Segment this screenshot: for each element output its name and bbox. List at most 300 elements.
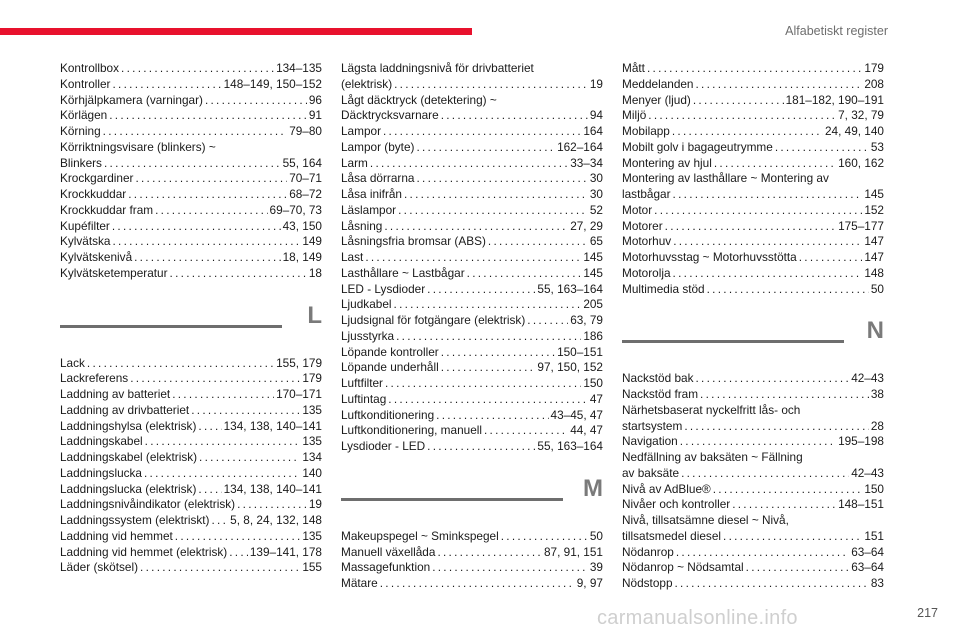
index-term: Laddningskabel (elektrisk) (60, 450, 198, 464)
letter-section-header (60, 301, 322, 352)
index-page-refs: 152 (864, 202, 884, 217)
index-entry (622, 266, 884, 282)
letter-section-header (622, 317, 884, 367)
index-page-refs: 148–149, 150–152 (223, 76, 322, 91)
dot-leader (432, 560, 588, 576)
index-term: Menyer (ljud) (622, 92, 691, 107)
index-page-refs: 205 (583, 297, 603, 312)
index-list (341, 529, 603, 592)
index-entry (60, 266, 322, 282)
index-term: Låsning (341, 218, 383, 233)
dot-leader (398, 203, 588, 219)
index-term: Laddning vid hemmet (elektrisk) (60, 544, 228, 559)
index-page-refs: 147 (864, 234, 884, 249)
index-page-refs: 50 (870, 281, 884, 296)
index-entry (60, 234, 322, 250)
dot-leader (155, 203, 267, 219)
dot-leader (680, 434, 836, 450)
index-entry (60, 403, 322, 419)
index-term: Ljusstyrka (341, 328, 395, 343)
dot-leader (501, 529, 588, 545)
index-page-refs: 175–177 (838, 218, 884, 233)
index-column-1 (60, 61, 322, 576)
index-entry (60, 529, 322, 545)
dot-leader (799, 250, 863, 266)
index-entry (341, 203, 603, 219)
index-entry (341, 576, 603, 592)
index-page-refs: 148–151 (838, 497, 884, 512)
index-term: Nödanrop (622, 544, 674, 559)
index-term: Laddning vid hemmet (60, 528, 173, 543)
index-term: Ljudsignal för fotgängare (elektrisk) (341, 313, 526, 327)
index-page-refs: 135 (302, 434, 322, 449)
dot-leader (488, 234, 588, 250)
index-page-refs: 91 (308, 108, 322, 123)
index-entry (622, 203, 884, 219)
index-term: Låsningsfria bromsar (ABS) (341, 234, 486, 249)
index-term: Laddningslucka (60, 465, 142, 480)
dot-leader (441, 108, 588, 124)
section-letter: L (307, 301, 322, 329)
dot-leader (383, 124, 581, 140)
index-term: Multimedia stöd (622, 281, 705, 296)
index-page-refs: 134–135 (276, 61, 322, 75)
dot-leader (394, 297, 582, 313)
index-entry (341, 266, 603, 282)
index-page-refs: 63–64 (851, 560, 884, 575)
index-page-refs: 149 (302, 234, 322, 249)
page-number: 217 (917, 606, 938, 620)
index-term: Lysdioder - LED (341, 439, 426, 453)
dot-leader (145, 434, 301, 450)
index-page-refs: 181–182, 190–191 (785, 92, 884, 107)
index-page-refs: 38 (870, 387, 884, 401)
dot-leader (416, 171, 587, 187)
index-page-refs: 28 (870, 418, 884, 433)
index-entry (60, 513, 322, 529)
index-page-refs: 70–71 (289, 171, 322, 186)
index-page-refs: 150–151 (557, 344, 603, 359)
index-entry (341, 171, 603, 187)
dot-leader (404, 187, 588, 203)
index-term: Kylvätskenivå (60, 250, 133, 264)
index-term: Motorer (622, 218, 663, 233)
index-page-refs: 65 (589, 234, 603, 249)
index-page-refs: 179 (864, 61, 884, 75)
index-entry (341, 392, 603, 408)
index-entry (622, 576, 884, 592)
index-term: Laddningsnivåindikator (elektrisk) (60, 497, 236, 512)
index-page-refs: 47 (589, 391, 603, 406)
dot-leader (723, 529, 862, 545)
dot-leader (384, 219, 568, 235)
index-entry-continued: Närhetsbaserat nyckelfritt lås- och (622, 402, 801, 417)
index-page-refs: 148 (864, 265, 884, 280)
dot-leader (199, 450, 300, 466)
index-entry (341, 219, 603, 235)
index-entry (60, 124, 322, 140)
dot-leader (775, 140, 869, 156)
dot-leader (676, 545, 849, 561)
index-term: Kontroller (60, 76, 111, 91)
dot-leader (396, 329, 581, 345)
index-entry (341, 560, 603, 576)
index-term: Last (341, 250, 364, 264)
dot-leader (427, 439, 535, 455)
index-page-refs: 170–171 (276, 387, 322, 401)
index-entry (341, 345, 603, 361)
index-entry (341, 439, 603, 455)
index-term: Kontrollbox (60, 61, 120, 75)
dot-leader (109, 108, 307, 124)
index-page-refs: 83 (870, 576, 884, 590)
index-entry (622, 61, 884, 77)
index-term: Mobilt golv i bagageutrymme (622, 139, 773, 154)
index-page-refs: 18 (308, 265, 322, 280)
index-page-refs: 63–64 (851, 544, 884, 559)
index-term: Kylvätska (60, 234, 111, 249)
index-page-refs: 43–45, 47 (550, 407, 603, 422)
index-term: Körlägen (60, 108, 108, 123)
index-page-refs: 134, 138, 140–141 (223, 481, 322, 496)
index-entry (341, 124, 603, 140)
index-term: Laddningskabel (60, 434, 143, 449)
index-term: Läder (skötsel) (60, 560, 139, 575)
index-page-refs: 150 (864, 481, 884, 496)
index-entry (622, 282, 884, 298)
dot-leader (380, 576, 575, 592)
dot-leader (700, 387, 869, 403)
index-term: Miljö (622, 108, 647, 123)
watermark: carmanualsonline.info (597, 607, 798, 629)
dot-leader (140, 560, 300, 576)
index-term: Nackstöd fram (622, 387, 699, 401)
dot-leader (527, 313, 568, 329)
index-page-refs: 69–70, 73 (269, 202, 322, 217)
index-page-refs: 164 (583, 124, 603, 138)
index-term: startsystem (622, 418, 683, 433)
index-entry-continued: Körriktningsvisare (blinkers) ~ (60, 139, 216, 154)
index-page-refs: 160, 162 (838, 155, 884, 170)
index-list (60, 61, 322, 282)
index-term: Luftkonditionering, manuell (341, 423, 482, 438)
index-entry (341, 360, 603, 376)
index-entry (60, 356, 322, 372)
dot-leader (113, 77, 222, 93)
index-entry (622, 434, 884, 450)
index-page-refs: 195–198 (838, 434, 884, 449)
index-entry (341, 250, 603, 266)
index-entry (341, 529, 603, 545)
index-page-refs: 9, 97 (576, 576, 603, 590)
dot-leader (175, 529, 301, 545)
index-entry (341, 329, 603, 345)
index-term: Krockkuddar (60, 187, 127, 201)
index-entry (341, 376, 603, 392)
index-term: Blinkers (60, 155, 102, 170)
index-entry (622, 466, 884, 482)
index-entry (341, 297, 603, 313)
index-entry (341, 156, 603, 172)
index-term: Lackreferens (60, 371, 129, 386)
index-list (341, 61, 603, 455)
index-page-refs: 55, 163–164 (537, 439, 603, 453)
index-page-refs: 63, 79 (570, 313, 603, 327)
index-page-refs: 147 (864, 250, 884, 264)
index-page-refs: 53 (870, 139, 884, 154)
index-term: Nödanrop ~ Nödsamtal (622, 560, 744, 575)
index-entry (341, 234, 603, 250)
index-term: Mätare (341, 576, 378, 590)
dot-leader (416, 140, 555, 156)
index-page-refs: 27, 29 (570, 218, 603, 233)
index-page-refs: 7, 32, 79 (838, 108, 884, 123)
index-page-refs: 208 (864, 76, 884, 91)
index-term: (elektrisk) (341, 76, 393, 91)
index-list (60, 356, 322, 577)
index-term: Nödstopp (622, 576, 673, 590)
letter-section-header (341, 474, 603, 525)
index-page-refs: 134 (302, 450, 322, 464)
index-entry (622, 560, 884, 576)
index-term: Lasthållare ~ Lastbågar (341, 265, 465, 280)
index-entry (60, 482, 322, 498)
dot-leader (713, 482, 863, 498)
dot-leader (665, 219, 836, 235)
index-term: Körhjälpkamera (varningar) (60, 92, 203, 107)
dot-leader (441, 360, 536, 376)
dot-leader (211, 513, 228, 529)
index-page-refs: 30 (589, 171, 603, 186)
section-letter: N (866, 317, 884, 345)
dot-leader (135, 171, 287, 187)
dot-leader (87, 356, 274, 372)
index-entry-continued: Lägsta laddningsnivå för drivbatteriet (341, 61, 534, 75)
index-entry (622, 250, 884, 266)
index-entry (622, 108, 884, 124)
index-entry (60, 371, 322, 387)
index-page-refs: 145 (864, 187, 884, 201)
dot-leader (237, 497, 307, 513)
index-term: Nackstöd bak (622, 371, 694, 386)
index-page-refs: 42–43 (851, 371, 884, 386)
index-term: Luftkonditionering (341, 407, 435, 422)
index-entry (60, 156, 322, 172)
index-term: Låsa inifrån (341, 187, 402, 201)
index-entry (341, 313, 603, 329)
index-page-refs: 19 (308, 497, 322, 512)
index-entry (341, 545, 603, 561)
index-page-refs: 55, 163–164 (537, 281, 603, 296)
index-term: Laddningshylsa (elektrisk) (60, 418, 197, 433)
index-page-refs: 162–164 (557, 139, 603, 154)
index-entry-continued: Montering av lasthållare ~ Montering av (622, 171, 829, 186)
index-page-refs: 96 (308, 92, 322, 107)
index-entry (622, 419, 884, 435)
dot-leader (198, 482, 221, 498)
index-term: Lack (60, 355, 85, 370)
index-term: Lampor (byte) (341, 139, 415, 154)
index-term: Lampor (341, 124, 381, 138)
dot-leader (681, 466, 849, 482)
dot-leader (746, 560, 850, 576)
index-entry (60, 108, 322, 124)
index-list (622, 61, 884, 297)
index-page-refs: 44, 47 (570, 423, 603, 438)
index-term: Körning (60, 124, 101, 138)
dot-leader (385, 376, 581, 392)
index-term: LED - Lysdioder (341, 281, 426, 296)
index-entry (341, 282, 603, 298)
index-page-refs: 24, 49, 140 (824, 124, 884, 138)
dot-leader (170, 266, 307, 282)
index-entry (622, 371, 884, 387)
index-page-refs: 140 (302, 465, 322, 480)
dot-leader (172, 387, 274, 403)
dot-leader (130, 371, 300, 387)
dot-leader (695, 371, 849, 387)
index-page-refs: 79–80 (289, 124, 322, 138)
index-entry (622, 529, 884, 545)
index-entry (60, 466, 322, 482)
index-term: Löpande kontroller (341, 344, 439, 359)
dot-leader (144, 466, 300, 482)
index-entry (341, 423, 603, 439)
index-term: Kylvätsketemperatur (60, 265, 168, 280)
index-entry (622, 234, 884, 250)
dot-leader (427, 282, 535, 298)
index-entry (341, 187, 603, 203)
index-entry (60, 434, 322, 450)
index-entry (60, 387, 322, 403)
index-page-refs: 42–43 (851, 465, 884, 480)
index-entry (622, 93, 884, 109)
index-term: Krockgardiner (60, 171, 134, 186)
index-page-refs: 55, 164 (282, 155, 322, 170)
index-term: Meddelanden (622, 76, 694, 91)
dot-leader (732, 497, 836, 513)
index-term: Motor (622, 202, 653, 217)
index-page-refs: 151 (864, 528, 884, 543)
dot-leader (672, 124, 823, 140)
index-entry-continued: Lågt däcktryck (detektering) ~ (341, 92, 497, 107)
index-entry (60, 171, 322, 187)
index-term: Luftfilter (341, 376, 383, 390)
index-term: av baksäte (622, 465, 680, 480)
index-term: Motorolja (622, 265, 671, 280)
index-column-3 (622, 61, 884, 592)
dot-leader (104, 156, 281, 172)
index-term: Ljudkabel (341, 297, 392, 312)
index-page-refs: 68–72 (289, 187, 322, 201)
index-term: Mått (622, 61, 645, 75)
index-term: Montering av hjul (622, 155, 712, 170)
dot-leader (128, 187, 287, 203)
index-entry (622, 387, 884, 403)
index-entry (341, 77, 603, 93)
dot-leader (647, 61, 862, 77)
index-list (622, 371, 884, 592)
index-page-refs: 94 (589, 108, 603, 123)
index-entry (60, 250, 322, 266)
index-term: tillsatsmedel diesel (622, 528, 722, 543)
index-term: Däcktrycksvarnare (341, 108, 439, 123)
index-entry (341, 108, 603, 124)
index-term: Manuell växellåda (341, 544, 436, 559)
dot-leader (370, 156, 568, 172)
dot-leader (467, 266, 582, 282)
dot-leader (673, 187, 863, 203)
index-entry (60, 560, 322, 576)
dot-leader (684, 419, 869, 435)
dot-leader (673, 266, 863, 282)
index-term: Låsa dörrarna (341, 171, 415, 186)
index-term: Mobilapp (622, 124, 670, 138)
index-entry (60, 187, 322, 203)
index-entry (60, 61, 322, 77)
index-term: Laddning av batteriet (60, 387, 171, 401)
dot-leader (714, 156, 836, 172)
dot-leader (441, 345, 555, 361)
index-page-refs: 179 (302, 371, 322, 386)
section-rule (622, 340, 844, 343)
index-entry (622, 187, 884, 203)
dot-leader (648, 108, 836, 124)
index-page-refs: 155, 179 (276, 355, 322, 370)
dot-leader (205, 93, 307, 109)
index-term: Löpande underhåll (341, 360, 439, 375)
index-term: Nivåer och kontroller (622, 497, 731, 512)
page-header-title: Alfabetiskt register (785, 24, 888, 38)
index-entry (60, 497, 322, 513)
index-page-refs: 50 (589, 528, 603, 543)
dot-leader (229, 545, 248, 561)
index-entry (60, 93, 322, 109)
index-term: Laddning av drivbatteriet (60, 402, 190, 417)
dot-leader (394, 77, 588, 93)
index-entry (341, 140, 603, 156)
dot-leader (365, 250, 581, 266)
index-entry (622, 156, 884, 172)
dot-leader (484, 423, 568, 439)
index-term: Massagefunktion (341, 560, 431, 575)
index-page-refs: 145 (583, 265, 603, 280)
index-term: Luftintag (341, 391, 387, 406)
index-entry (60, 419, 322, 435)
index-page-refs: 33–34 (570, 155, 603, 170)
index-page-refs: 145 (583, 250, 603, 264)
dot-leader (707, 282, 869, 298)
index-entry (622, 140, 884, 156)
index-entry (60, 77, 322, 93)
index-page-refs: 135 (302, 528, 322, 543)
index-page-refs: 19 (589, 76, 603, 91)
index-page-refs: 5, 8, 24, 132, 148 (230, 513, 322, 527)
index-entry (60, 219, 322, 235)
index-entry (622, 497, 884, 513)
dot-leader (134, 250, 281, 266)
dot-leader (654, 203, 862, 219)
index-term: lastbågar (622, 187, 671, 201)
index-entry (60, 545, 322, 561)
section-rule (341, 498, 563, 501)
dot-leader (191, 403, 300, 419)
dot-leader (437, 545, 542, 561)
dot-leader (673, 234, 862, 250)
dot-leader (436, 408, 548, 424)
index-page-refs: 186 (583, 328, 603, 343)
header-accent-bar (0, 28, 472, 35)
